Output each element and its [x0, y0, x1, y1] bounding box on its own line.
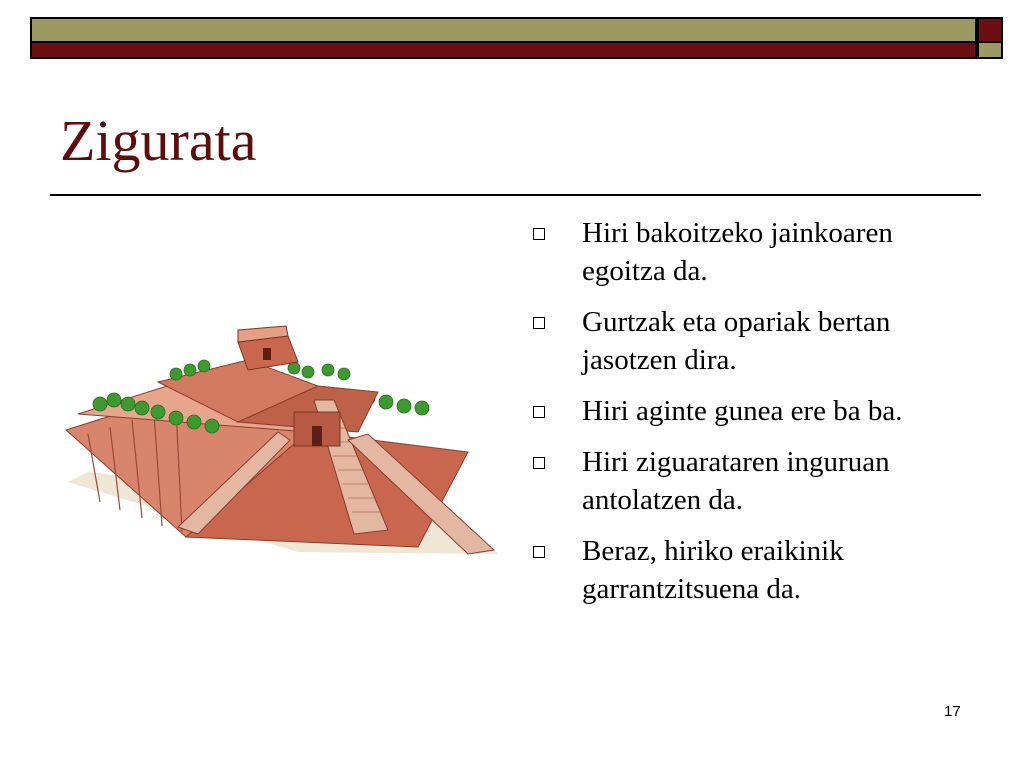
list-item	[533, 214, 973, 290]
header-olive-square	[977, 41, 1003, 59]
bullet-text: Hiri ziguarataren inguruan antolatzen da.	[582, 446, 890, 516]
page-number: 17	[944, 703, 961, 720]
square-bullet-icon	[533, 228, 545, 240]
header-maroon-square	[977, 17, 1003, 43]
list-item	[533, 443, 973, 519]
bullet-text: Hiri bakoitzeko jainkoaren egoitza da.	[582, 217, 893, 287]
bullet-text: Gurtzak eta opariak bertan jasotzen dira.	[582, 306, 891, 376]
square-bullet-icon	[533, 317, 545, 329]
square-bullet-icon	[533, 457, 545, 469]
list-item	[533, 392, 973, 430]
title-divider	[50, 194, 981, 196]
square-bullet-icon	[533, 546, 545, 558]
header-olive-bar	[30, 17, 977, 43]
bullet-text: Beraz, hiriko eraikinik garrantzitsuena da.	[582, 535, 844, 605]
header-maroon-bar	[30, 41, 977, 59]
bullet-text: Hiri aginte gunea ere ba ba.	[582, 395, 903, 427]
bullet-list	[533, 214, 973, 621]
slide-title: Zigurata	[60, 108, 257, 173]
list-item	[533, 303, 973, 379]
list-item	[533, 532, 973, 608]
ziggurat-illustration	[58, 322, 508, 582]
square-bullet-icon	[533, 406, 545, 418]
